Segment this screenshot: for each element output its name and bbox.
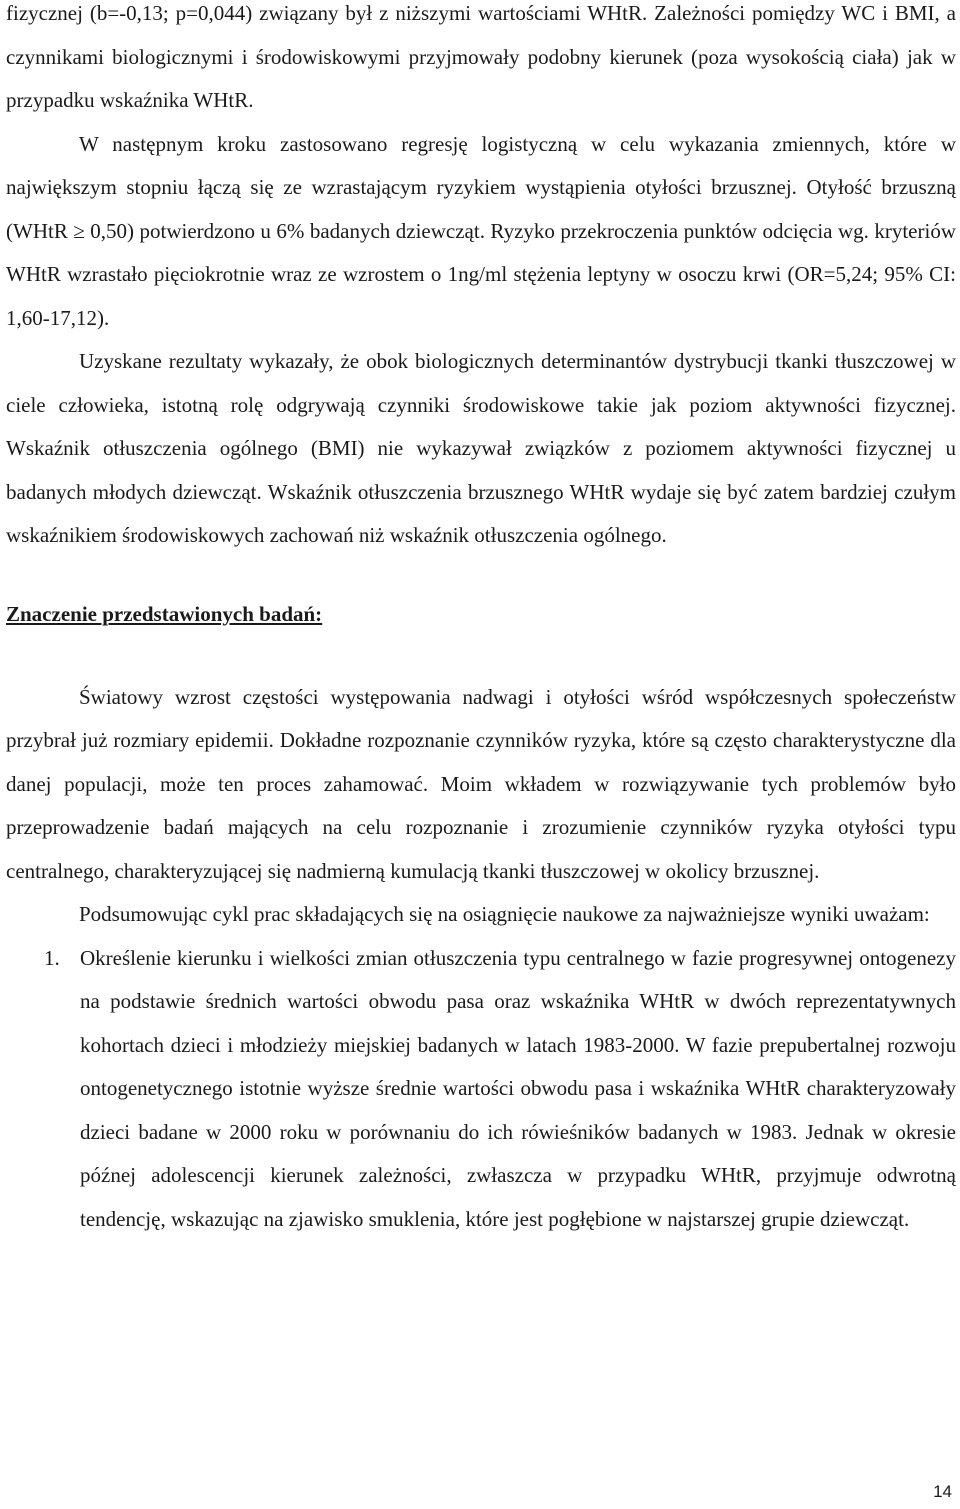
list-item-number-cell [6, 937, 80, 1242]
list-item-number: 1. [44, 945, 60, 970]
paragraph-results-summary: Uzyskane rezultaty wykazały, że obok biologicznych determinantów dystrybucji tkanki tłuszczowej w ciele człowieka, istotną rolę odgrywają czynniki środowiskowe takie jak poziom aktywności fizycznej. Wskaźnik otłuszczenia ogólnego (BMI) nie wykazywał związków z poziomem aktywności fizycznej u badanych młodych dziewcząt. Wskaźnik otłuszczenia brzusznego WHtR wydaje się być zatem bardziej czułym wskaźnikiem środowiskowych zachowań niż wskaźnik otłuszczenia ogólnego. [6, 349, 956, 547]
results-list [6, 937, 956, 1242]
paragraph-logistic-regression: W następnym kroku zastosowano regresję logistyczną w celu wykazania zmiennych, które w największym stopniu łączą się ze wzrastającym ryzykiem wystąpienia otyłości brzusznej. Otyłość brzuszną (WHtR ≥ 0,50) potwierdzono u 6% badanych dziewcząt. Ryzyko przekroczenia punktów odcięcia wg. kryteriów WHtR wzrastało pięciokrotnie wraz ze wzrostem o 1ng/ml stężenia leptyny w osoczu krwi (OR=5,24; 95% CI: 1,60-17,12). [6, 131, 956, 330]
list-item [6, 937, 956, 1242]
paragraph-summary-intro: Podsumowując cykl prac składających się na osiągnięcie naukowe za najważniejsze wyniki uważam: [79, 902, 930, 926]
page-number: 14 [933, 1482, 952, 1501]
document-page [6, 0, 956, 1241]
list-item-text: Określenie kierunku i wielkości zmian otłuszczenia typu centralnego w fazie progresywnej ontogenezy na podstawie średnich wartości obwodu pasa oraz wskaźnika WHtR w dwóch reprezentatywnych kohortach dzieci i młodzieży miejskiej badanych w latach 1983-2000. W fazie prepubertalnej rozwoju ontogenetycznego istotnie wyższe średnie wartości obwodu pasa i wskaźnika WHtR charakteryzowały dzieci badane w 2000 roku w porównaniu do ich rówieśników badanych w 1983. Jednak w okresie późnej adolescencji kierunek zależności, zwłaszcza w przypadku WHtR, przyjmuje odwrotną tendencję, wskazując na zjawisko smuklenia, które jest pogłębione w najstarszej grupie dziewcząt. [80, 945, 956, 1231]
paragraph-regression-intro: fizycznej (b=-0,13; p=0,044) związany był z niższymi wartościami WHtR. Zależności pomiędzy WC i BMI, a czynnikami biologicznymi i środowiskowymi przyjmowały podobny kierunek (poza wysokością ciała) jak w przypadku wskaźnika WHtR. [6, 1, 956, 112]
section-heading: Znaczenie przedstawionych badań: [6, 601, 323, 626]
paragraph-significance: Światowy wzrost częstości występowania nadwagi i otyłości wśród współczesnych społeczeństw przybrał już rozmiary epidemii. Dokładne rozpoznanie czynników ryzyka, które są często charakterystyczne dla danej populacji, może ten proces zahamować. Moim wkładem w rozwiązywanie tych problemów było przeprowadzenie badań mających na celu rozpoznanie i zrozumienie czynników ryzyka otyłości typu centralnego, charakteryzującej się nadmierną kumulacją tkanki tłuszczowej w okolicy brzusznej. [6, 684, 956, 883]
